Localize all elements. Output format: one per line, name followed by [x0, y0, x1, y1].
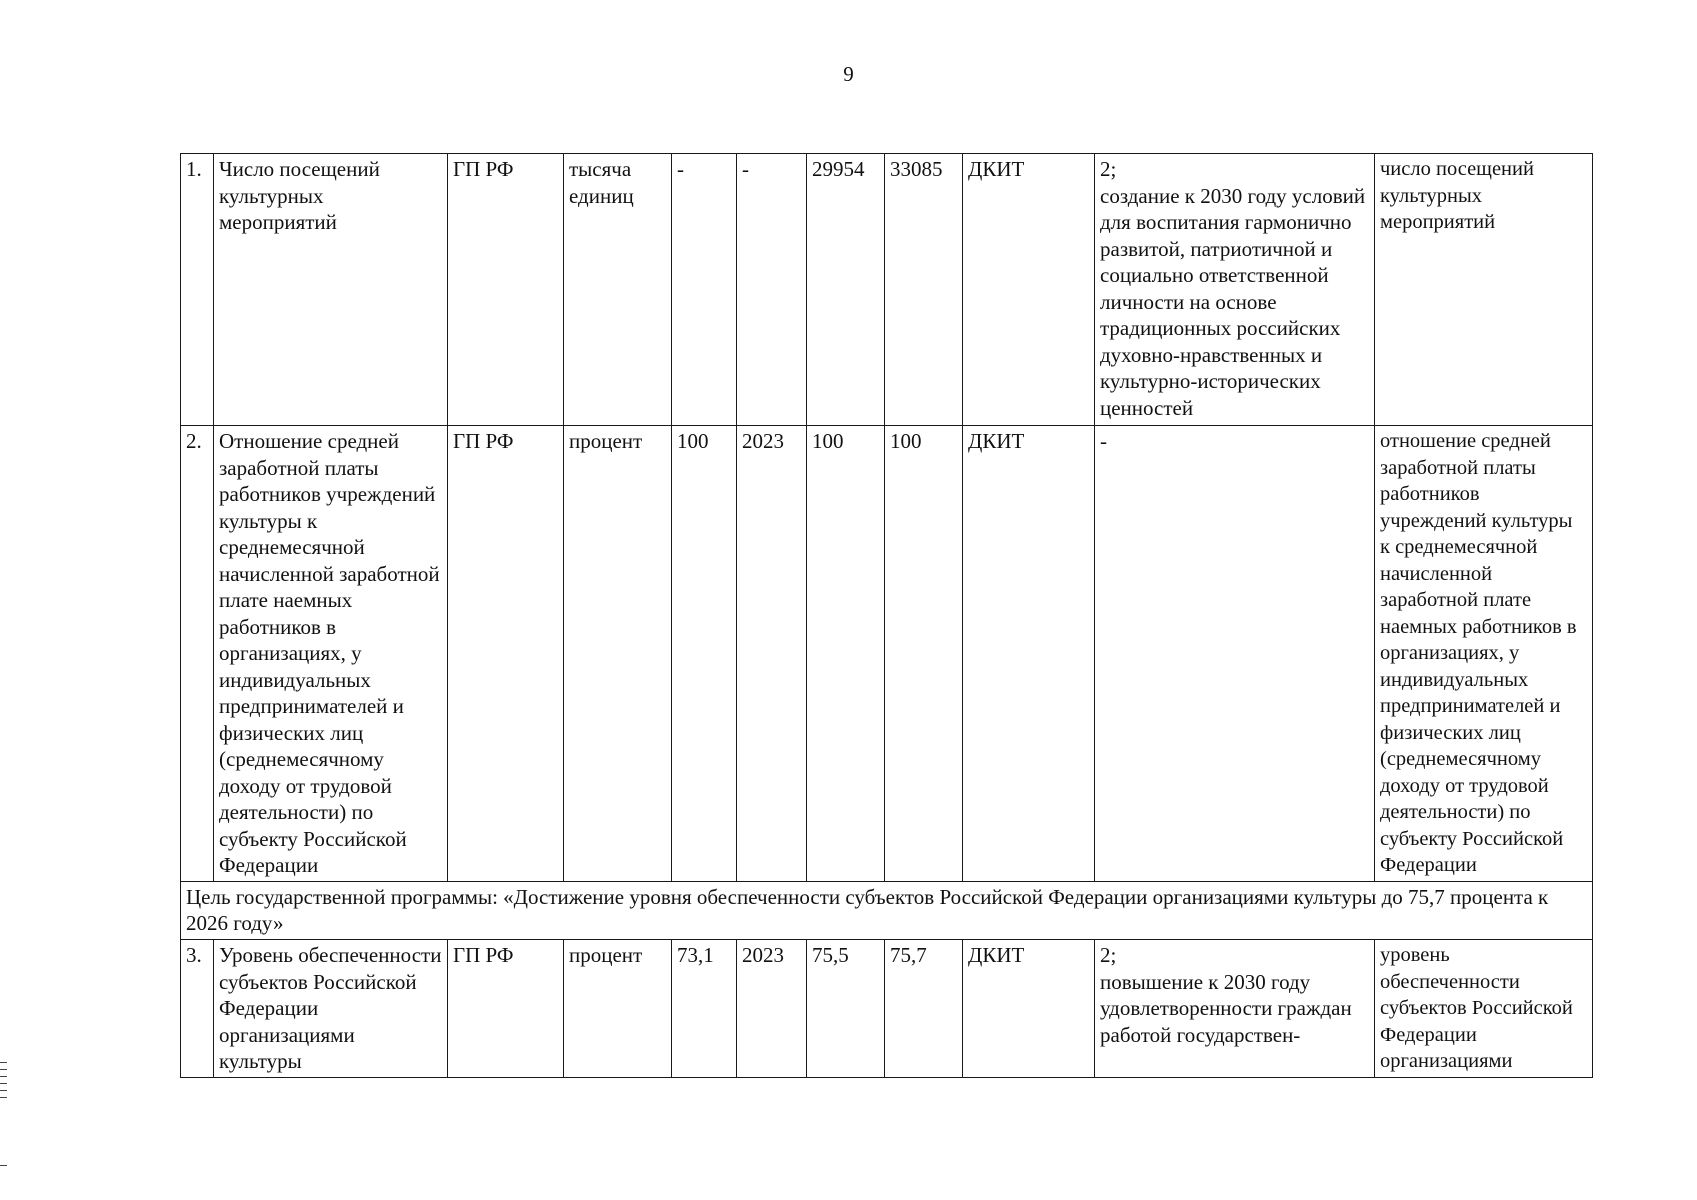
responsible: ДКИТ: [963, 426, 1095, 882]
base-year: 2023: [737, 940, 807, 1078]
value-2026: 75,7: [885, 940, 963, 1078]
link-text: повышение к 2030 году удовлетворенности граждан работой государствен-: [1100, 969, 1352, 1047]
table-row: [181, 154, 1593, 426]
link-code: 2;: [1100, 943, 1117, 967]
national-goal-link: [1095, 154, 1375, 426]
goal-row: [181, 882, 1593, 940]
base-value: 73,1: [672, 940, 737, 1078]
row-number: 1.: [181, 154, 214, 426]
unit-of-measure: процент: [564, 940, 672, 1078]
program-goal: Цель государственной программы: «Достижение уровня обеспеченности субъектов Российской Федерации организациями культуры до 75,7 процента к 2026 году»: [181, 882, 1593, 940]
value-2025: 100: [807, 426, 885, 882]
table-row: [181, 426, 1593, 882]
value-2025: 29954: [807, 154, 885, 426]
responsible: ДКИТ: [963, 154, 1095, 426]
indicators-table: [180, 153, 1593, 1078]
linked-indicator: отношение средней заработной платы работников учреждений культуры к среднемесячной начисленной заработной плате наемных работников в организациях, у индивидуальных предпринимателей и физических лиц (среднемесячному доходу от трудовой деятельности) по субъекту Российской Федерации: [1375, 426, 1593, 882]
link-code: 2;: [1100, 157, 1117, 181]
value-2026: 100: [885, 426, 963, 882]
value-2025: 75,5: [807, 940, 885, 1078]
linked-indicator: уровень обеспеченности субъектов Российской Федерации организациями: [1375, 940, 1593, 1078]
indicator-name: Уровень обеспеченности субъектов Российской Федерации организациями культуры: [214, 940, 448, 1078]
link-code: -: [1100, 429, 1107, 453]
page-number: 9: [843, 62, 854, 86]
base-value: -: [672, 154, 737, 426]
row-number: 2.: [181, 426, 214, 882]
national-goal-link: [1095, 940, 1375, 1078]
row-number: 3.: [181, 940, 214, 1078]
linked-indicator: число посещений культурных мероприятий: [1375, 154, 1593, 426]
unit-of-measure: процент: [564, 426, 672, 882]
link-text: создание к 2030 году условий для воспитания гармонично развитой, патриотичной и социально ответственной личности на основе традиционных российских духовно-нравственных и культурно-исторических ценностей: [1100, 183, 1366, 420]
indicator-level: ГП РФ: [448, 426, 564, 882]
base-value: 100: [672, 426, 737, 882]
indicator-level: ГП РФ: [448, 154, 564, 426]
responsible: ДКИТ: [963, 940, 1095, 1078]
table-row: [181, 940, 1593, 1078]
unit-of-measure: тысяча единиц: [564, 154, 672, 426]
indicator-level: ГП РФ: [448, 940, 564, 1078]
value-2026: 33085: [885, 154, 963, 426]
national-goal-link: [1095, 426, 1375, 882]
indicator-name: Отношение средней заработной платы работников учреждений культуры к среднемесячной начисленной заработной плате наемных работников в организациях, у индивидуальных предпринимателей и физических лиц (среднемесячному доходу от трудовой деятельности) по субъекту Российской Федерации: [214, 426, 448, 882]
indicator-name: Число посещений культурных мероприятий: [214, 154, 448, 426]
base-year: 2023: [737, 426, 807, 882]
base-year: -: [737, 154, 807, 426]
